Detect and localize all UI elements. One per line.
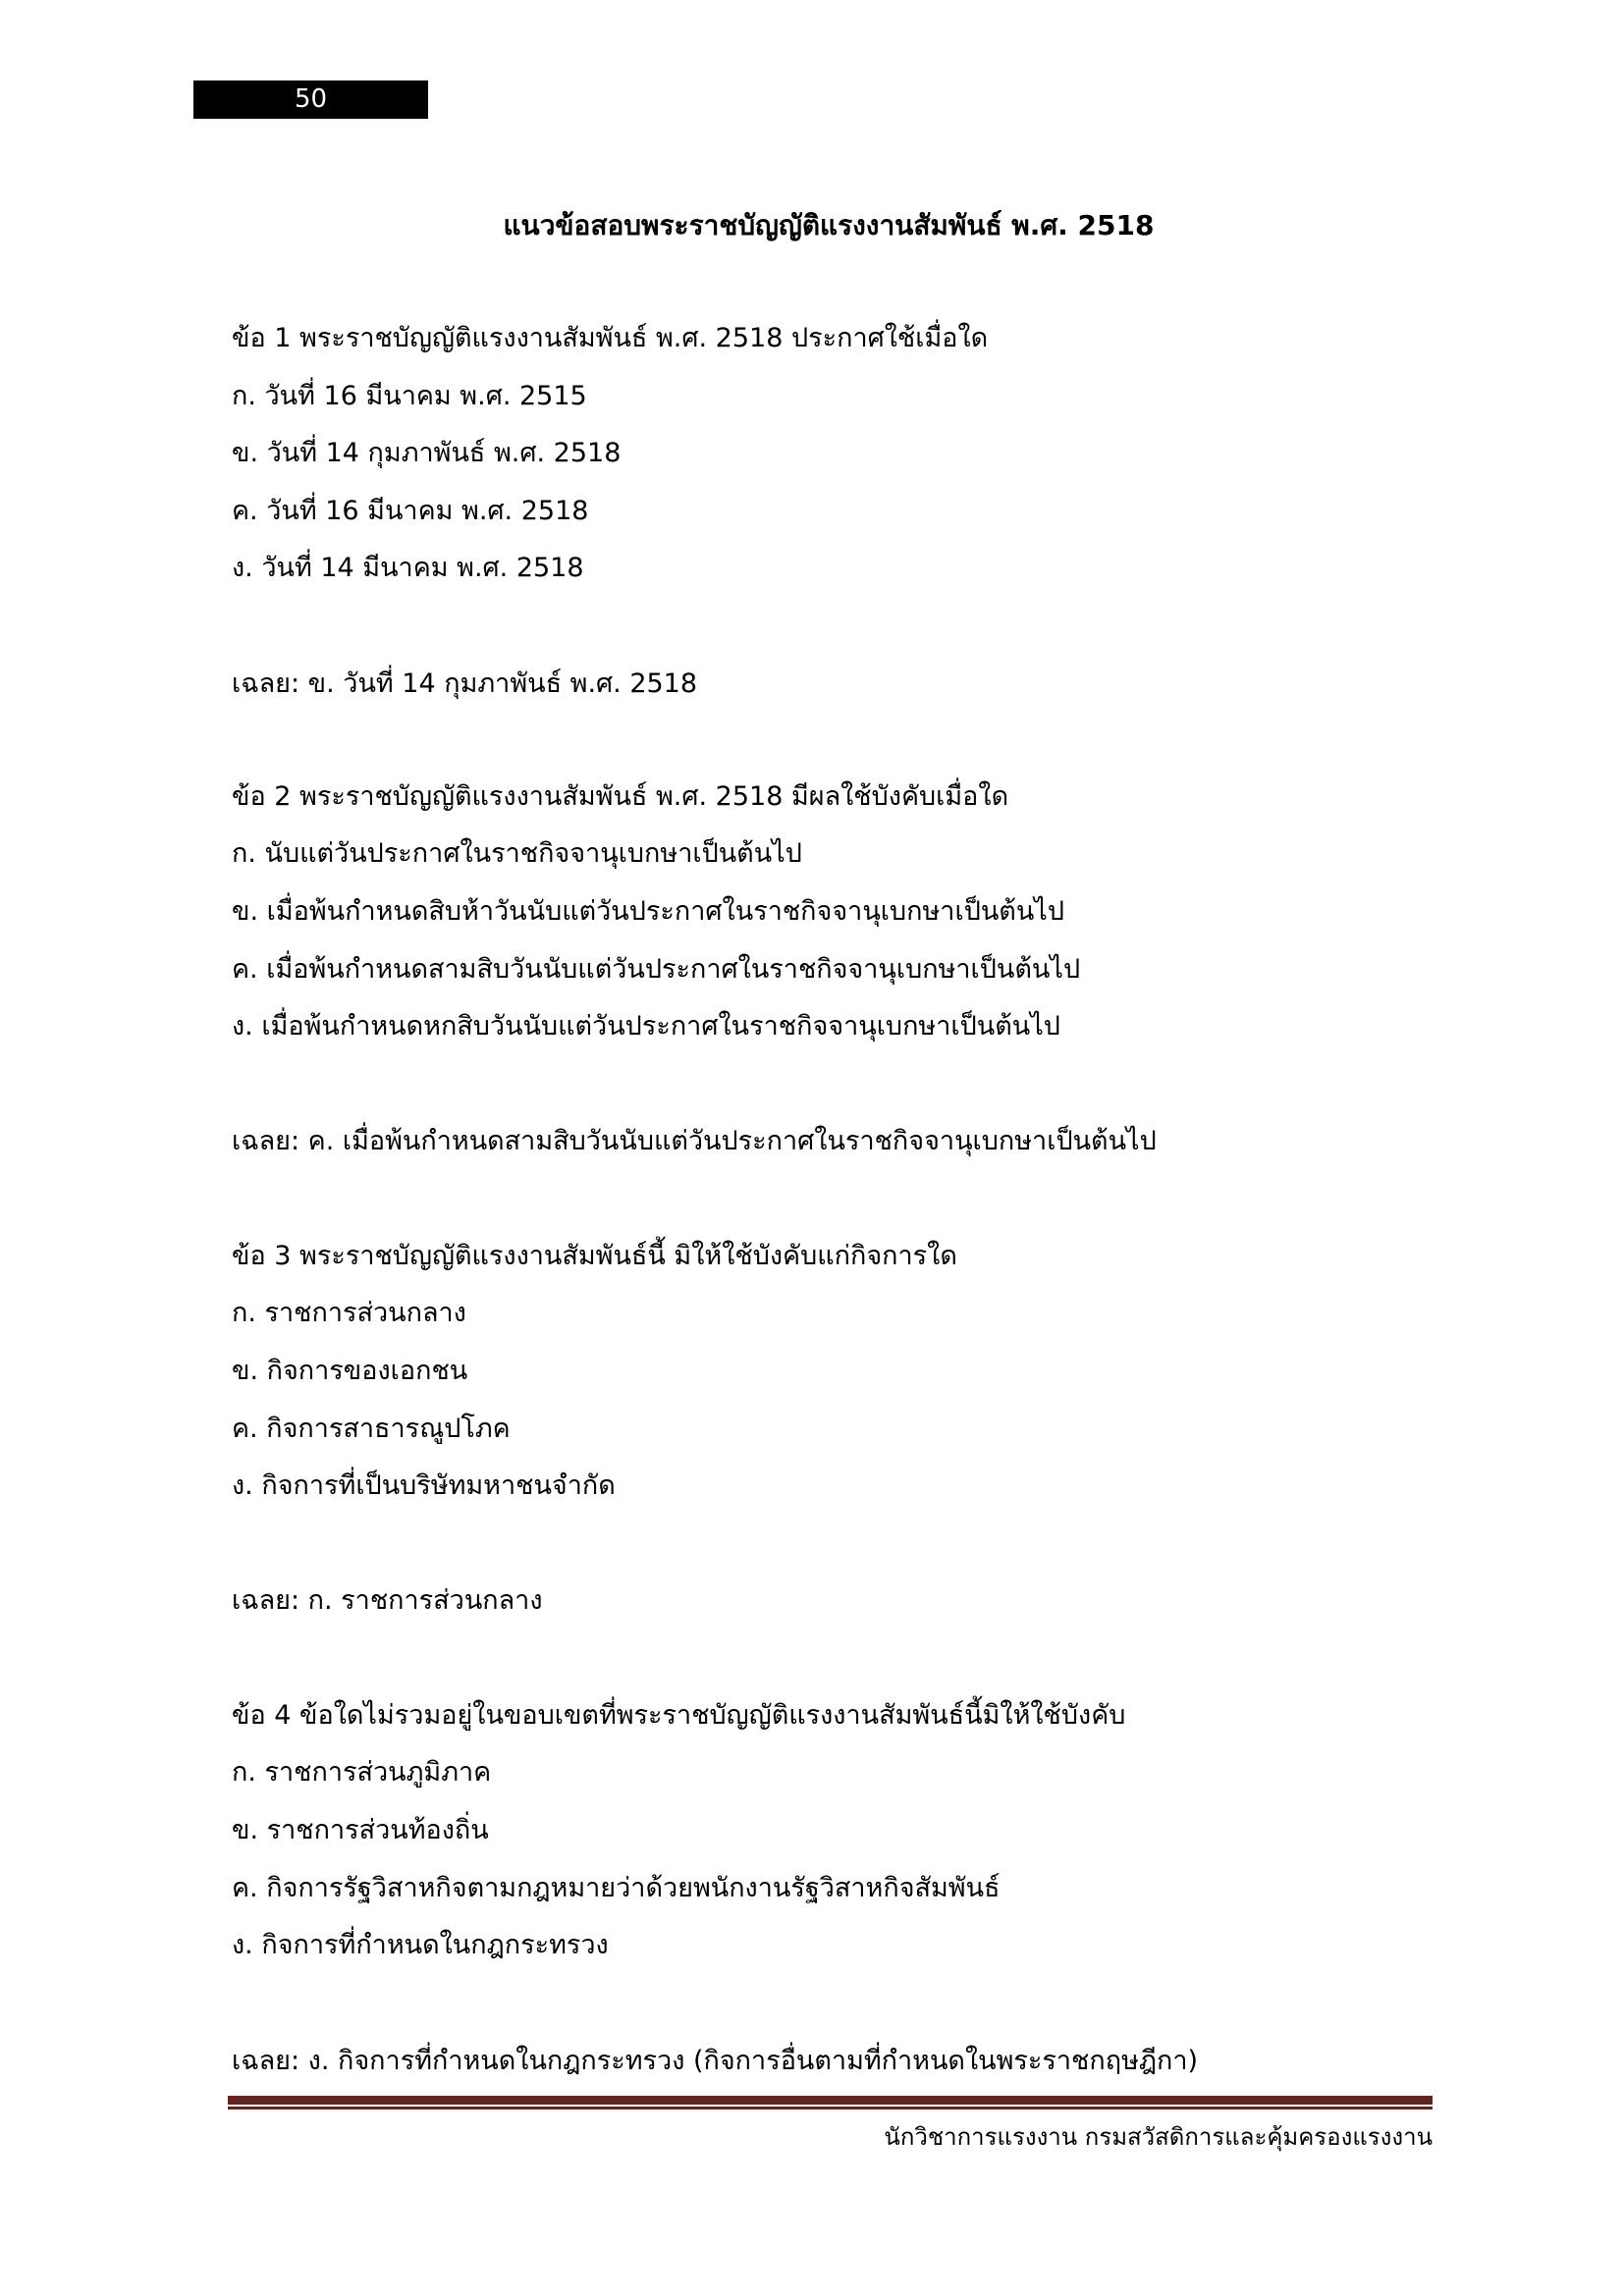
page-number: 50 xyxy=(193,80,428,119)
question-3-option-c: ค. กิจการสาธารณูปโภค xyxy=(232,1414,511,1444)
question-2-option-c: ค. เมื่อพ้นกำหนดสามสิบวันนับแต่วันประกาศในราชกิจจานุเบกษาเป็นต้นไป xyxy=(232,954,1081,985)
footer-divider-thin xyxy=(228,2107,1433,2109)
question-1-option-c: ค. วันที่ 16 มีนาคม พ.ศ. 2518 xyxy=(232,496,589,526)
question-4-answer: เฉลย: ง. กิจการที่กำหนดในกฎกระทรวง (กิจการอื่นตามที่กำหนดในพระราชกฤษฎีกา) xyxy=(232,2046,1199,2076)
question-2-answer: เฉลย: ค. เมื่อพ้นกำหนดสามสิบวันนับแต่วันประกาศในราชกิจจานุเบกษาเป็นต้นไป xyxy=(232,1126,1157,1156)
question-2-option-d: ง. เมื่อพ้นกำหนดหกสิบวันนับแต่วันประกาศในราชกิจจานุเบกษาเป็นต้นไป xyxy=(232,1011,1060,1041)
question-1-answer: เฉลย: ข. วันที่ 14 กุมภาพันธ์ พ.ศ. 2518 xyxy=(232,668,698,699)
question-4-option-c: ค. กิจการรัฐวิสาหกิจตามกฎหมายว่าด้วยพนักงานรัฐวิสาหกิจสัมพันธ์ xyxy=(232,1873,1001,1903)
question-1-option-a: ก. วันที่ 16 มีนาคม พ.ศ. 2515 xyxy=(232,381,587,411)
footer-divider-thick xyxy=(228,2096,1433,2105)
question-3-text: ข้อ 3 พระราชบัญญัติแรงงานสัมพันธ์นี้ มิให้ใช้บังคับแก่กิจการใด xyxy=(232,1241,957,1271)
question-3-option-d: ง. กิจการที่เป็นบริษัทมหาชนจำกัด xyxy=(232,1470,616,1501)
question-2-option-a: ก. นับแต่วันประกาศในราชกิจจานุเบกษาเป็นต้นไป xyxy=(232,838,802,869)
question-3-answer: เฉลย: ก. ราชการส่วนกลาง xyxy=(232,1585,543,1616)
question-2-text: ข้อ 2 พระราชบัญญัติแรงงานสัมพันธ์ พ.ศ. 2518 มีผลใช้บังคับเมื่อใด xyxy=(232,781,1009,812)
question-1-option-b: ข. วันที่ 14 กุมภาพันธ์ พ.ศ. 2518 xyxy=(232,438,622,468)
footer-text: นักวิชาการแรงงาน กรมสวัสดิการและคุ้มครองแรงงาน xyxy=(884,2123,1433,2151)
question-4-option-d: ง. กิจการที่กำหนดในกฎกระทรวง xyxy=(232,1930,609,1960)
question-4-option-a: ก. ราชการส่วนภูมิภาค xyxy=(232,1757,492,1788)
question-4-option-b: ข. ราชการส่วนท้องถิ่น xyxy=(232,1815,489,1845)
question-2-option-b: ข. เมื่อพ้นกำหนดสิบห้าวันนับแต่วันประกาศในราชกิจจานุเบกษาเป็นต้นไป xyxy=(232,896,1064,927)
question-4-text: ข้อ 4 ข้อใดไม่รวมอยู่ในขอบเขตที่พระราชบัญญัติแรงงานสัมพันธ์นี้มิให้ใช้บังคับ xyxy=(232,1700,1126,1731)
question-3-option-b: ข. กิจการของเอกชน xyxy=(232,1356,468,1386)
question-3-option-a: ก. ราชการส่วนกลาง xyxy=(232,1298,466,1328)
page-title: แนวข้อสอบพระราชบัญญัติแรงงานสัมพันธ์ พ.ศ. 2518 xyxy=(503,209,1155,241)
question-1-text: ข้อ 1 พระราชบัญญัติแรงงานสัมพันธ์ พ.ศ. 2518 ประกาศใช้เมื่อใด xyxy=(232,323,989,353)
question-1-option-d: ง. วันที่ 14 มีนาคม พ.ศ. 2518 xyxy=(232,553,584,583)
